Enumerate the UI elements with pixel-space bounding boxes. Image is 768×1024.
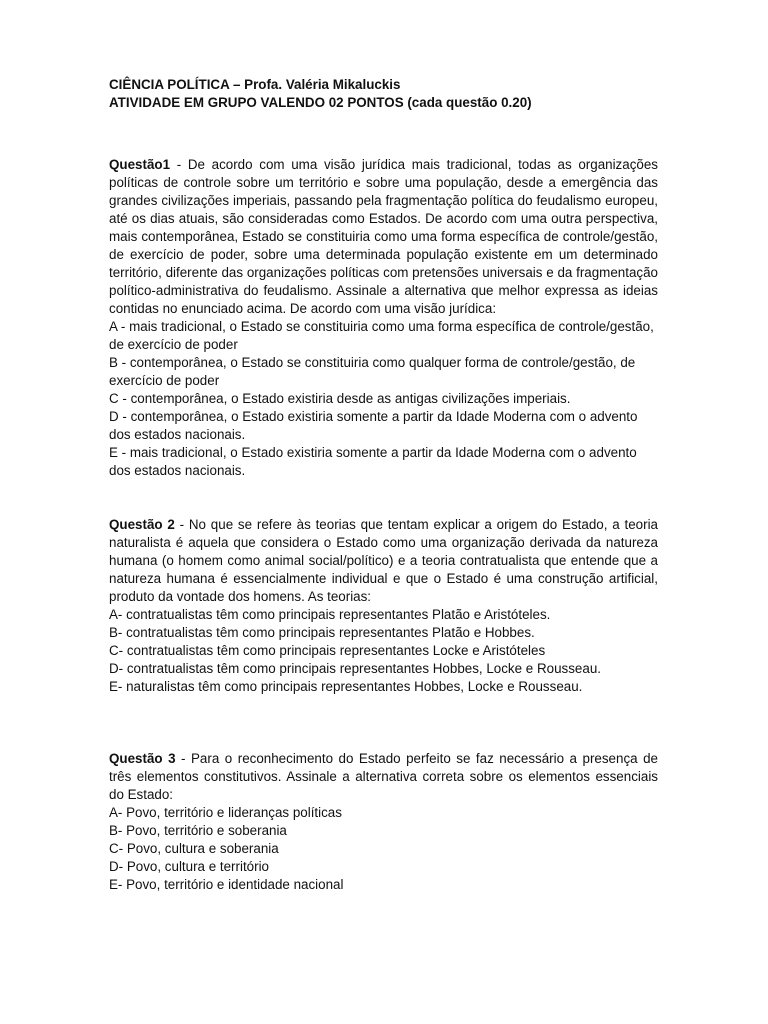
question-1 [109, 156, 658, 480]
question-1-text: - De acordo com uma visão jurídica mais tradicional, todas as organizações políticas de controle sobre um território e sobre uma população, desde a emergência das grandes civilizações imperiais, passando pela fragmentação política do feudalismo europeu, até os dias atuais, são consideradas como Estados. De acordo com uma outra perspectiva, mais contemporânea, Estado se constituiria como uma forma específica de controle/gestão, de exercício de poder, sobre uma determinada população existente em um determinado território, diferente das organizações políticas com pretensões universais e da fragmentação político-administrativa do feudalismo. Assinale a alternativa que melhor expressa as ideias contidas no enunciado acima. De acordo com uma visão jurídica: [109, 157, 658, 316]
question-2-label: Questão 2 [109, 517, 175, 532]
question-3 [109, 750, 658, 894]
question-2-option-c: C- contratualistas têm como principais representantes Locke e Aristóteles [109, 643, 546, 658]
activity-title: ATIVIDADE EM GRUPO VALENDO 02 PONTOS (cada questão 0.20) [109, 95, 532, 110]
question-2-option-d: D- contratualistas têm como principais representantes Hobbes, Locke e Rousseau. [109, 661, 601, 676]
question-3-option-c: C- Povo, cultura e soberania [109, 841, 279, 856]
course-title: CIÊNCIA POLÍTICA – Profa. Valéria Mikaluckis [109, 77, 401, 92]
question-1-option-d: D - contemporânea, o Estado existiria somente a partir da Idade Moderna com o advento dos estados nacionais. [109, 409, 638, 442]
question-2 [109, 516, 658, 696]
document-page [109, 76, 658, 894]
question-1-option-e: E - mais tradicional, o Estado existiria somente a partir da Idade Moderna com o advento dos estados nacionais. [109, 445, 637, 478]
question-1-option-a: A - mais tradicional, o Estado se constituiria como uma forma específica de controle/gestão, de exercício de poder [109, 319, 654, 352]
question-1-label: Questão1 [109, 157, 171, 172]
question-3-label: Questão 3 [109, 751, 176, 766]
question-1-option-c: C - contemporânea, o Estado existiria desde as antigas civilizações imperiais. [109, 391, 571, 406]
question-2-option-b: B- contratualistas têm como principais representantes Platão e Hobbes. [109, 625, 535, 640]
question-3-option-b: B- Povo, território e soberania [109, 823, 287, 838]
question-2-option-a: A- contratualistas têm como principais representantes Platão e Aristóteles. [109, 607, 551, 622]
question-3-text: - Para o reconhecimento do Estado perfeito se faz necessário a presença de três elementos constitutivos. Assinale a alternativa correta sobre os elementos essenciais do Estado: [109, 751, 658, 802]
question-3-option-e: E- Povo, território e identidade nacional [109, 877, 344, 892]
question-3-option-d: D- Povo, cultura e território [109, 859, 270, 874]
question-2-stem [109, 516, 658, 606]
question-2-text: - No que se refere às teorias que tentam explicar a origem do Estado, a teoria naturalista é aquela que considera o Estado como uma organização derivada da natureza humana (o homem como animal social/político) e a teoria contratualista que entende que a natureza humana é essencialmente individual e que o Estado é uma construção artificial, produto da vontade dos homens. As teorias: [109, 517, 658, 604]
question-1-option-b: B - contemporânea, o Estado se constituiria como qualquer forma de controle/gestão, de exercício de poder [109, 355, 636, 388]
question-3-stem [109, 750, 658, 804]
question-2-option-e: E- naturalistas têm como principais representantes Hobbes, Locke e Rousseau. [109, 679, 583, 694]
question-1-stem [109, 156, 658, 318]
question-3-option-a: A- Povo, território e lideranças políticas [109, 805, 342, 820]
